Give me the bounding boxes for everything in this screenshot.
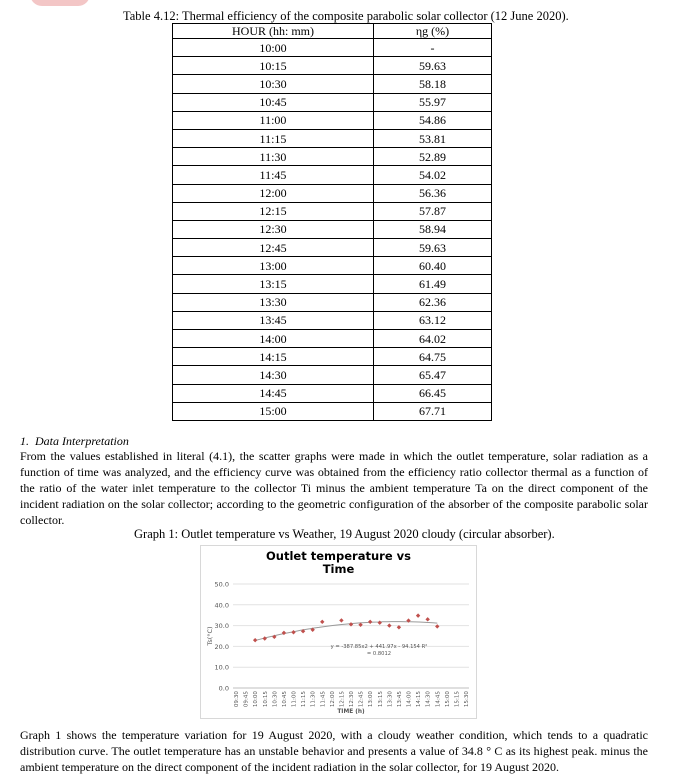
x-tick-label: 14:15 [416, 691, 423, 708]
trendline [255, 622, 437, 641]
y-tick-label: 20.0 [214, 642, 229, 651]
x-tick-label: 14:30 [425, 691, 432, 708]
data-point [416, 613, 420, 617]
efficiency-cell: 60.40 [374, 257, 492, 275]
x-tick-label: 11:45 [320, 691, 327, 708]
table-row [173, 202, 492, 220]
table-row [173, 257, 492, 275]
logo-fragment [30, 0, 90, 6]
hour-cell: 11:45 [173, 166, 374, 184]
y-tick-label: 10.0 [214, 663, 229, 672]
hour-cell: 14:00 [173, 330, 374, 348]
efficiency-cell: - [374, 39, 492, 57]
table-caption: Table 4.12: Thermal efficiency of the composite parabolic solar collector (12 June 2020). [123, 9, 569, 23]
x-tick-label: 11:30 [310, 691, 317, 708]
hour-cell: 14:30 [173, 366, 374, 384]
x-tick-label: 10:00 [253, 691, 260, 708]
section-title: Data Interpretation [35, 434, 129, 448]
efficiency-cell: 62.36 [374, 293, 492, 311]
table-body [173, 39, 492, 421]
efficiency-cell: 55.97 [374, 93, 492, 111]
table-row [173, 220, 492, 238]
efficiency-table [172, 23, 492, 421]
efficiency-cell: 59.63 [374, 57, 492, 75]
hour-cell: 10:30 [173, 75, 374, 93]
hour-cell: 10:15 [173, 57, 374, 75]
x-tick-label: 10:45 [281, 691, 288, 708]
efficiency-cell: 59.63 [374, 239, 492, 257]
data-point [378, 620, 382, 624]
chart-title-line-2: Time [322, 562, 355, 576]
hour-cell: 12:30 [173, 220, 374, 238]
efficiency-cell: 54.86 [374, 111, 492, 129]
paragraph-graph-description: Graph 1 shows the temperature variation for 19 August 2020, with a cloudy weather condition, which tends to a quadratic distribution curve. The outlet temperature has an unstable behavior and presents a value of 34.8 ° C as its highest peak. minus the ambient temperature on the direct component of the incident radiation in the solar collector, for 19 August 2020. [20, 728, 648, 774]
table-row [173, 111, 492, 129]
header-efficiency: ηg (%) [374, 24, 492, 39]
table-row [173, 39, 492, 57]
section-heading [20, 434, 129, 449]
x-tick-label: 10:15 [262, 691, 269, 708]
hour-cell: 11:00 [173, 111, 374, 129]
table-row [173, 184, 492, 202]
efficiency-cell: 63.12 [374, 311, 492, 329]
efficiency-cell: 58.94 [374, 220, 492, 238]
hour-cell: 12:15 [173, 202, 374, 220]
table-row [173, 148, 492, 166]
x-tick-label: 11:15 [301, 691, 308, 708]
efficiency-cell: 66.45 [374, 384, 492, 402]
x-tick-label: 10:30 [272, 691, 279, 708]
hour-cell: 14:15 [173, 348, 374, 366]
data-point [425, 617, 429, 621]
x-tick-label: 14:00 [406, 691, 413, 708]
table-row [173, 239, 492, 257]
efficiency-cell: 54.02 [374, 166, 492, 184]
data-point [320, 620, 324, 624]
data-point [253, 638, 257, 642]
x-tick-label: 12:30 [349, 691, 355, 708]
chart-container [200, 545, 477, 719]
x-tick-label: 09:30 [234, 691, 240, 708]
x-tick-label: 12:45 [358, 691, 365, 708]
data-point [263, 636, 267, 640]
table-row [173, 129, 492, 147]
hour-cell: 14:45 [173, 384, 374, 402]
efficiency-cell: 52.89 [374, 148, 492, 166]
y-tick-label: 50.0 [214, 580, 229, 589]
trend-r2: = 0.8012 [366, 651, 392, 657]
x-tick-label: 15:15 [454, 691, 461, 708]
data-point [339, 618, 343, 622]
hour-cell: 15:00 [173, 402, 374, 420]
y-tick-label: 40.0 [214, 601, 229, 610]
x-tick-label: 12:15 [339, 691, 346, 708]
paragraph-data-interpretation: From the values established in literal (4.1), the scatter graphs were made in which the outlet temperature, solar radiation as a function of time was analyzed, and the efficiency curve was obtained from the efficiency ratio collector thermal as a function of the ratio of the water inlet temperature to the collector Ti minus the ambient temperature Ta on the direct component of the incident radiation on the solar collector; according to the geometric configuration of the absorber of the composite parabolic solar collector. [20, 449, 648, 527]
graph-caption: Graph 1: Outlet temperature vs Weather, 19 August 2020 cloudy (circular absorber). [134, 527, 555, 541]
hour-cell: 11:15 [173, 129, 374, 147]
table-row [173, 311, 492, 329]
hour-cell: 10:00 [173, 39, 374, 57]
hour-cell: 13:30 [173, 293, 374, 311]
efficiency-cell: 65.47 [374, 366, 492, 384]
header-hour: HOUR (hh: mm) [173, 24, 374, 39]
hour-cell: 11:30 [173, 148, 374, 166]
efficiency-cell: 64.75 [374, 348, 492, 366]
x-tick-label: 13:15 [377, 691, 384, 708]
table-row [173, 402, 492, 420]
hour-cell: 12:00 [173, 184, 374, 202]
x-tick-label: 15:00 [444, 691, 451, 708]
y-axis-label: Ts(°C) [206, 626, 214, 646]
table-row [173, 293, 492, 311]
hour-cell: 12:45 [173, 239, 374, 257]
data-point [387, 623, 391, 627]
x-tick-label: 14:45 [435, 691, 442, 708]
hour-cell: 10:45 [173, 93, 374, 111]
trend-equation: y = -387.85x2 + 441.97x - 94.154 R² [330, 644, 428, 650]
x-tick-label: 13:00 [368, 691, 375, 708]
hour-cell: 13:15 [173, 275, 374, 293]
x-tick-label: 13:45 [396, 691, 403, 708]
data-point [291, 630, 295, 634]
table-row [173, 366, 492, 384]
x-tick-label: 11:00 [291, 691, 298, 708]
chart-title-line-1: Outlet temperature vs [266, 549, 411, 563]
x-tick-label: 12:00 [329, 691, 336, 708]
y-tick-label: 30.0 [214, 622, 229, 631]
table-row [173, 166, 492, 184]
table-header-row [173, 24, 492, 39]
efficiency-cell: 57.87 [374, 202, 492, 220]
data-point [368, 620, 372, 624]
efficiency-cell: 61.49 [374, 275, 492, 293]
efficiency-cell: 64.02 [374, 330, 492, 348]
table-row [173, 93, 492, 111]
section-number: 1. [20, 434, 29, 448]
table-row [173, 75, 492, 93]
hour-cell: 13:45 [173, 311, 374, 329]
table-row [173, 384, 492, 402]
efficiency-cell: 56.36 [374, 184, 492, 202]
hour-cell: 13:00 [173, 257, 374, 275]
data-point [435, 624, 439, 628]
efficiency-cell: 53.81 [374, 129, 492, 147]
efficiency-cell: 67.71 [374, 402, 492, 420]
table-row [173, 275, 492, 293]
y-tick-label: 0.0 [218, 684, 229, 693]
x-tick-label: 13:30 [387, 691, 394, 708]
table-row [173, 348, 492, 366]
table-row [173, 330, 492, 348]
x-tick-label: 15:30 [464, 691, 470, 708]
table-row [173, 57, 492, 75]
x-tick-label: 09:45 [243, 691, 250, 708]
x-axis-label: TIME (h) [337, 709, 365, 715]
scatter-plot [201, 546, 476, 718]
efficiency-cell: 58.18 [374, 75, 492, 93]
